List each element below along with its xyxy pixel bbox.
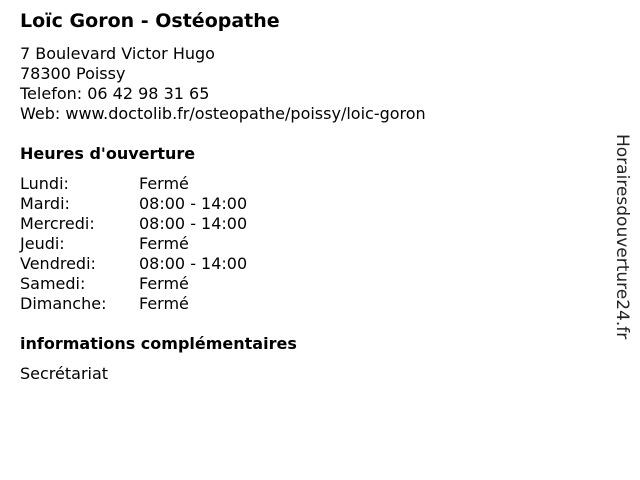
hours-time: Fermé xyxy=(139,274,189,293)
hours-heading: Heures d'ouverture xyxy=(20,144,196,163)
hours-day: Mardi: xyxy=(20,194,70,213)
address-block xyxy=(20,44,426,124)
hours-row-thursday xyxy=(20,234,320,254)
info-heading: informations complémentaires xyxy=(20,334,297,353)
hours-time: Fermé xyxy=(139,174,189,193)
hours-time: Fermé xyxy=(139,294,189,313)
hours-time: 08:00 - 14:00 xyxy=(139,194,248,213)
hours-day: Lundi: xyxy=(20,174,69,193)
hours-day: Dimanche: xyxy=(20,294,107,313)
info-text: Secrétariat xyxy=(20,364,109,383)
hours-row-tuesday xyxy=(20,194,320,214)
hours-row-friday xyxy=(20,254,320,274)
hours-day: Vendredi: xyxy=(20,254,96,273)
hours-day: Jeudi: xyxy=(20,234,65,253)
hours-time: 08:00 - 14:00 xyxy=(139,214,248,233)
address-city: 78300 Poissy xyxy=(20,64,126,83)
hours-row-monday xyxy=(20,174,320,194)
hours-row-saturday xyxy=(20,274,320,294)
hours-table xyxy=(20,174,320,314)
hours-day: Samedi: xyxy=(20,274,86,293)
website: Web: www.doctolib.fr/osteopathe/poissy/loic-goron xyxy=(20,104,426,123)
hours-time: 08:00 - 14:00 xyxy=(139,254,248,273)
hours-time: Fermé xyxy=(139,234,189,253)
site-watermark: Horairesdouverture24.fr xyxy=(612,134,632,340)
hours-day: Mercredi: xyxy=(20,214,95,233)
hours-row-sunday xyxy=(20,294,320,314)
phone-number: Telefon: 06 42 98 31 65 xyxy=(20,84,210,103)
address-street: 7 Boulevard Victor Hugo xyxy=(20,44,215,63)
hours-row-wednesday xyxy=(20,214,320,234)
page-title: Loïc Goron - Ostéopathe xyxy=(20,10,280,32)
